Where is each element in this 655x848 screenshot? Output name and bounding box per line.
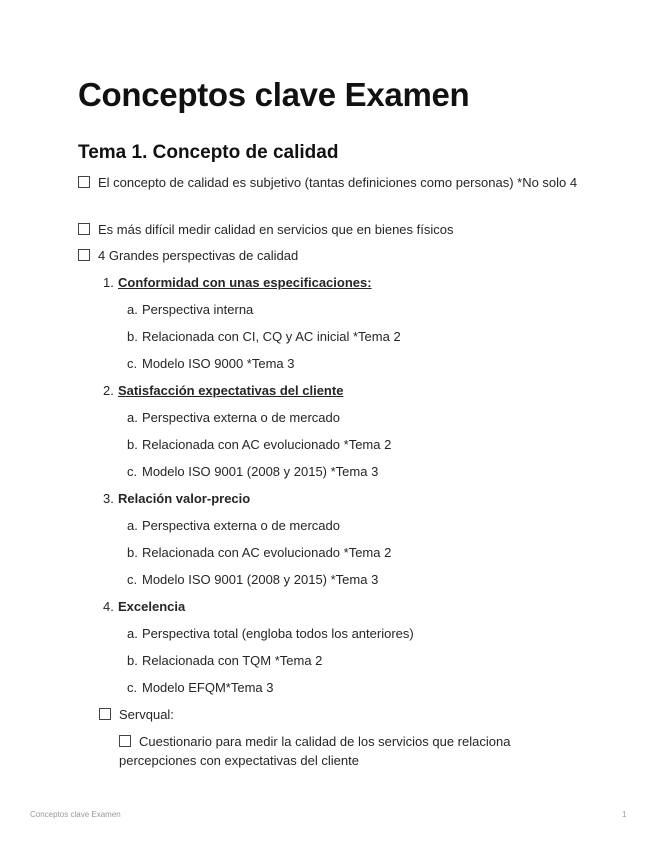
list-item-text: Modelo EFQM*Tema 3 xyxy=(142,680,274,695)
list-item xyxy=(127,408,340,427)
list-item-text: Perspectiva interna xyxy=(142,302,254,317)
perspective-title: Satisfacción expectativas del cliente xyxy=(118,383,344,398)
footer-doc-name: Conceptos clave Examen xyxy=(30,810,121,819)
section-heading: Tema 1. Concepto de calidad xyxy=(78,142,339,163)
checklist-item xyxy=(78,173,578,192)
list-item-text: Modelo ISO 9000 *Tema 3 xyxy=(142,356,295,371)
list-item-text: Perspectiva externa o de mercado xyxy=(142,518,340,533)
servqual-sub-item xyxy=(119,732,559,770)
list-letter: a. xyxy=(127,518,138,533)
list-letter: c. xyxy=(127,572,138,587)
list-item-text: Modelo ISO 9001 (2008 y 2015) *Tema 3 xyxy=(142,464,379,479)
perspective-title: Relación valor-precio xyxy=(118,491,251,506)
list-item xyxy=(127,570,378,589)
perspective-title: Excelencia xyxy=(118,599,186,614)
list-letter: b. xyxy=(127,437,138,452)
list-item-text: Relacionada con TQM *Tema 2 xyxy=(142,653,323,668)
list-item xyxy=(127,678,274,697)
checkbox-icon[interactable] xyxy=(119,735,131,747)
checklist-item xyxy=(78,246,298,265)
list-item xyxy=(127,651,322,670)
checklist-item-text: 4 Grandes perspectivas de calidad xyxy=(98,248,299,263)
list-item xyxy=(127,327,401,346)
checklist-item xyxy=(78,220,454,239)
list-letter: b. xyxy=(127,653,138,668)
servqual-label: Servqual: xyxy=(119,707,174,722)
list-item xyxy=(127,543,391,562)
list-letter: a. xyxy=(127,410,138,425)
list-number: 2. xyxy=(103,383,114,398)
list-item-text: Perspectiva total (engloba todos los anteriores) xyxy=(142,626,414,641)
list-item-text: Relacionada con CI, CQ y AC inicial *Tema 2 xyxy=(142,329,401,344)
list-letter: c. xyxy=(127,356,138,371)
list-item xyxy=(127,435,391,454)
list-letter: c. xyxy=(127,680,138,695)
checkbox-icon[interactable] xyxy=(78,223,90,235)
servqual-item xyxy=(99,705,174,724)
footer-page-number: 1 xyxy=(622,810,627,819)
checklist-item-text: Es más difícil medir calidad en servicios que en bienes físicos xyxy=(98,222,454,237)
document-title: Conceptos clave Examen xyxy=(78,76,470,113)
checkbox-icon[interactable] xyxy=(78,176,90,188)
list-letter: b. xyxy=(127,329,138,344)
list-number: 1. xyxy=(103,275,114,290)
perspective-heading xyxy=(103,273,372,292)
checklist-item-text: El concepto de calidad es subjetivo (tantas definiciones como personas) *No solo 4 xyxy=(98,175,578,190)
list-letter: a. xyxy=(127,626,138,641)
list-item xyxy=(127,624,414,643)
list-item-text: Relacionada con AC evolucionado *Tema 2 xyxy=(142,545,392,560)
perspective-heading xyxy=(103,381,343,400)
list-number: 3. xyxy=(103,491,114,506)
list-item xyxy=(127,462,378,481)
list-item xyxy=(127,516,340,535)
list-item-text: Perspectiva externa o de mercado xyxy=(142,410,340,425)
list-item xyxy=(127,354,294,373)
perspective-heading xyxy=(103,597,185,616)
checkbox-icon[interactable] xyxy=(78,249,90,261)
list-letter: c. xyxy=(127,464,138,479)
list-letter: b. xyxy=(127,545,138,560)
list-item-text: Modelo ISO 9001 (2008 y 2015) *Tema 3 xyxy=(142,572,379,587)
list-item-text: Relacionada con AC evolucionado *Tema 2 xyxy=(142,437,392,452)
perspective-heading xyxy=(103,489,250,508)
servqual-sub-text: Cuestionario para medir la calidad de los servicios que relaciona percepciones con expectativas del cliente xyxy=(119,734,511,768)
list-item xyxy=(127,300,253,319)
checkbox-icon[interactable] xyxy=(99,708,111,720)
perspective-title: Conformidad con unas especificaciones: xyxy=(118,275,372,290)
list-number: 4. xyxy=(103,599,114,614)
list-letter: a. xyxy=(127,302,138,317)
